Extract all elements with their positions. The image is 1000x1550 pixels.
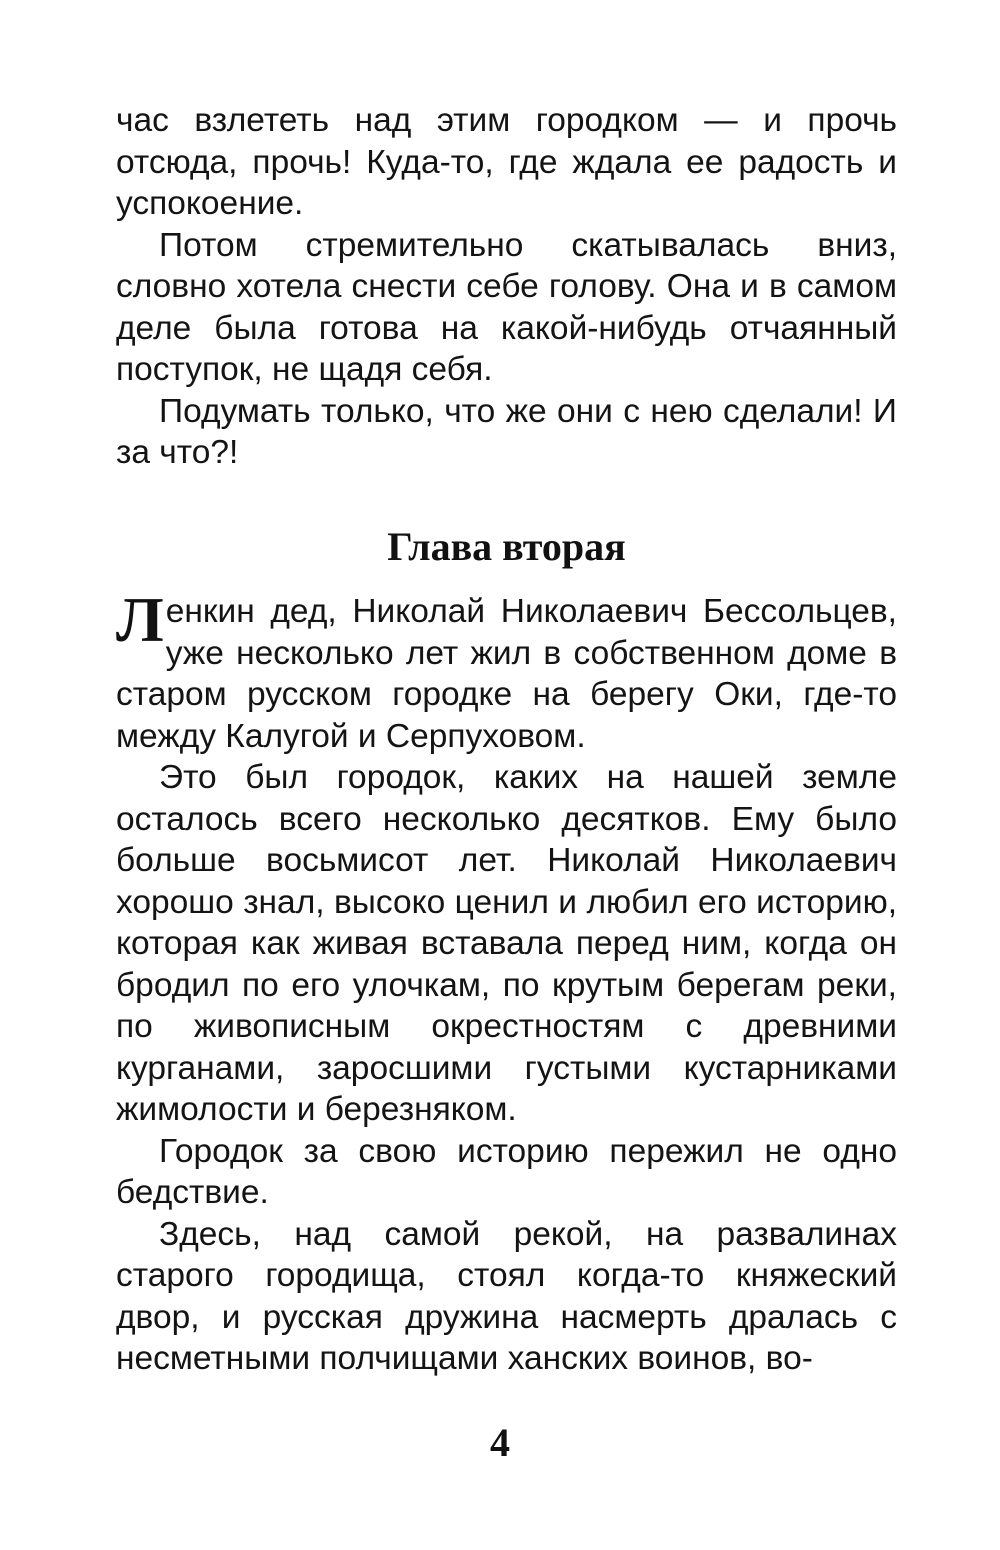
chapter-text-block (116, 584, 897, 1380)
paragraph: Потом стремительно скатывалась вниз, словно хотела снести себе голову. Она и в самом деле была готова на какой-нибудь отчаянный поступок, не щадя себя. (116, 226, 897, 388)
chapter-title: Глава вторая (387, 524, 626, 569)
paragraph-continuation: час взлететь над этим городком — и прочь отсюда, прочь! Куда-то, где ждала ее радость и успокоение. (116, 102, 897, 222)
chapter-first-paragraph (116, 584, 897, 757)
page-number: 4 (490, 1420, 510, 1465)
paragraph: Подумать только, что же они с нею сделали! И за что?! (116, 392, 897, 471)
paragraph: Это был городок, каких на нашей земле осталось всего несколько десятков. Ему было больше восьмисот лет. Николай Николаевич хорошо знал, высоко ценил и любил его историю, которая как живая вставала перед ним, когда он бродил по его улочкам, по крутым берегам реки, по живописным окрестностям с древними курганами, заросшими густыми кустарниками жимолости и березняком. (116, 759, 897, 1128)
first-paragraph-text: енкин дед, Николай Николаевич Бессольцев, уже несколько лет жил в собственном доме в старом русском городке на берегу Оки, где-то между Калугой и Серпуховом. (116, 593, 897, 755)
top-text-block (116, 100, 897, 474)
paragraph: Здесь, над самой рекой, на развалинах старого городища, стоял когда-то княжеский двор, и русская дружина насмерть дралась с несметными полчищами ханских воинов, во- (116, 1215, 897, 1377)
paragraph: Городок за свою историю пережил не одно бедствие. (116, 1132, 897, 1211)
drop-cap: Л (116, 584, 164, 655)
